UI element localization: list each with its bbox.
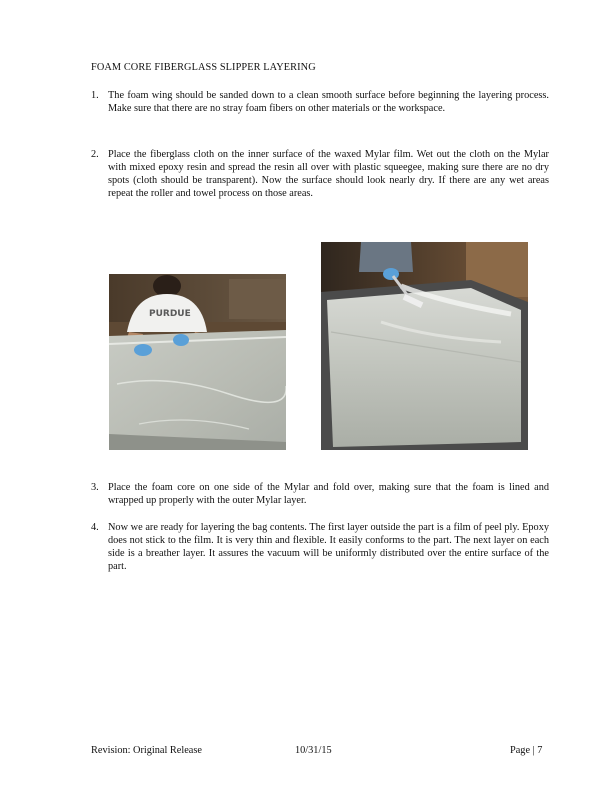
- list-text: Place the foam core on one side of the Mylar and fold over, making sure that the foam is lined and wrapped up properly with the outer Mylar layer.: [108, 482, 549, 506]
- list-item-1: [91, 89, 549, 115]
- list-number: 4.: [91, 522, 99, 533]
- list-number: 2.: [91, 149, 99, 160]
- photo-wetting-fiberglass: [109, 274, 286, 450]
- shirt-text: PURDUE: [149, 309, 191, 319]
- footer-date: 10/31/15: [295, 745, 332, 756]
- list-item-3: [91, 481, 549, 507]
- list-text: The foam wing should be sanded down to a clean smooth surface before beginning the layering process. Make sure that there are no stray foam fibers on other materials or the workspace.: [108, 90, 549, 114]
- list-number: 3.: [91, 482, 99, 493]
- page-title: FOAM CORE FIBERGLASS SLIPPER LAYERING: [91, 62, 316, 73]
- list-number: 1.: [91, 90, 99, 101]
- list-item-4: [91, 521, 549, 573]
- list-text: Now we are ready for layering the bag contents. The first layer outside the part is a film of peel ply. Epoxy does not stick to the film. It is very thin and flexible. It easily conforms to the part. The next layer on each side is a breather layer. It assures the vacuum will be uniformly distributed over the entire surface of the part.: [108, 522, 549, 572]
- list-item-2: [91, 148, 549, 200]
- photo-rolling-resin: [321, 242, 528, 450]
- footer-revision: Revision: Original Release: [91, 745, 202, 756]
- footer-page-number: Page | 7: [510, 745, 543, 756]
- list-text: Place the fiberglass cloth on the inner surface of the waxed Mylar film. Wet out the cloth on the Mylar with mixed epoxy resin and spread the resin all over with plastic squeegee, making sure there are no dry spots (cloth should be transparent). Now the surface should look nearly dry. If there are any wet areas repeat the roller and towel process on those areas.: [108, 149, 549, 199]
